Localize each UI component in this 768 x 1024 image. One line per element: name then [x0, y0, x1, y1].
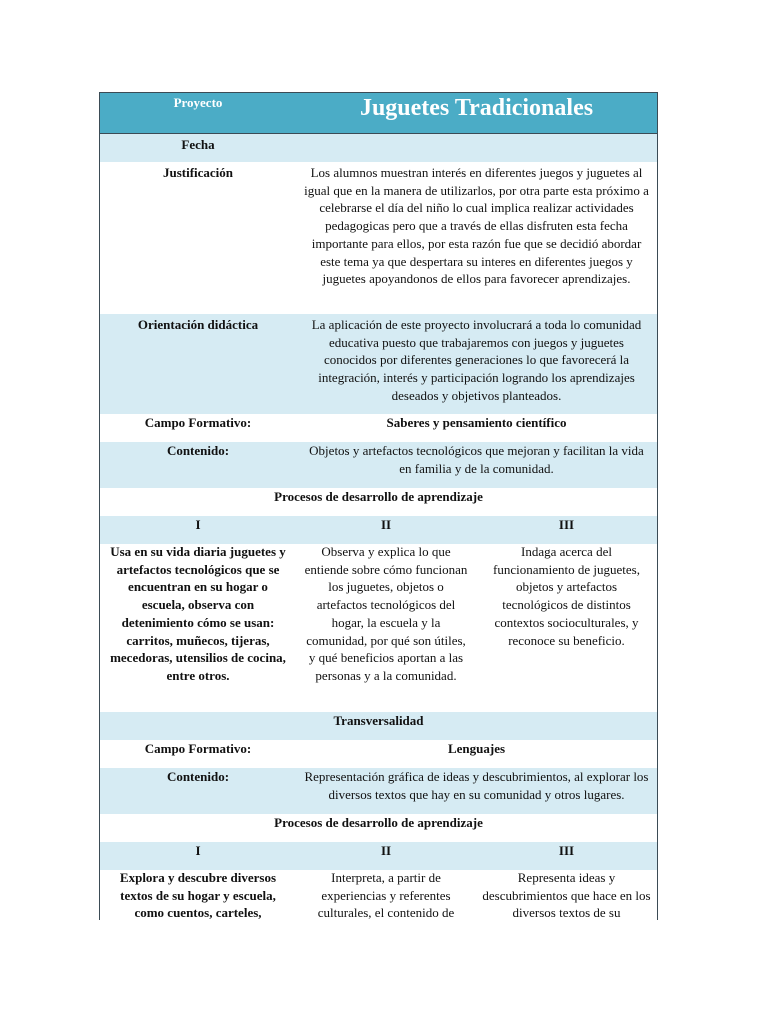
table-header	[100, 92, 657, 134]
contenido-label: Contenido:	[166, 443, 230, 458]
contenido-2-row	[100, 768, 657, 814]
contenido-2-label: Contenido:	[166, 769, 230, 784]
column-iii: III	[558, 517, 575, 532]
contenido-row	[100, 442, 657, 488]
contenido-2-value: Representación gráfica de ideas y descubrimientos, al explorar los diversos textos que hay en su comunidad y otros lugares.	[304, 769, 649, 802]
fecha-label: Fecha	[181, 137, 215, 152]
campo-formativo-label: Campo Formativo:	[144, 415, 252, 430]
campo-formativo-2-row	[100, 740, 657, 768]
process-2-cell-i: Explora y descubre diversos textos de su hogar y escuela, como cuentos, carteles,	[119, 870, 277, 920]
procesos-2-content-row	[100, 870, 657, 920]
project-label: Proyecto	[173, 95, 223, 110]
justificacion-label: Justificación	[162, 165, 234, 180]
column-ii: II	[380, 517, 392, 532]
transversalidad-row	[100, 712, 657, 740]
orientacion-label: Orientación didáctica	[137, 317, 259, 332]
process-cell-ii: Observa y explica lo que entiende sobre cómo funcionan los juguetes, objetos o artefactos tecnológicos del hogar, la escuela y la comunidad, por qué son útiles, y qué beneficios aportan a las personas y a la comunidad.	[304, 544, 468, 683]
procesos-title-row	[100, 488, 657, 516]
transversalidad-title: Transversalidad	[333, 713, 424, 728]
campo-formativo-value: Saberes y pensamiento científico	[386, 415, 567, 430]
procesos-2-title-row	[100, 814, 657, 842]
procesos-content-row	[100, 544, 657, 712]
campo-formativo-row	[100, 414, 657, 442]
process-2-cell-ii: Interpreta, a partir de experiencias y referentes culturales, el contenido de	[317, 870, 455, 920]
project-title: Juguetes Tradicionales	[359, 95, 594, 121]
orientacion-row	[100, 314, 657, 414]
fecha-row	[100, 134, 657, 162]
campo-formativo-2-label: Campo Formativo:	[144, 741, 252, 756]
procesos-2-columns-row	[100, 842, 657, 870]
process-2-cell-iii: Representa ideas y descubrimientos que hace en los diversos textos de su	[482, 870, 651, 920]
justificacion-row	[100, 162, 657, 314]
column-2-ii: II	[380, 843, 392, 858]
process-cell-i: Usa en su vida diaria juguetes y artefactos tecnológicos que se encuentran en su hogar o escuela, observa con detenimiento cómo se usan: carritos, muñecos, tijeras, mecedoras, utensilios de cocina, entre otros.	[110, 544, 286, 683]
process-cell-iii: Indaga acerca del funcionamiento de juguetes, objetos y artefactos tecnológicos de distintos contextos socioculturales, y reconoce su beneficio.	[493, 544, 640, 648]
column-2-i: I	[195, 843, 201, 858]
procesos-title: Procesos de desarrollo de aprendizaje	[274, 489, 483, 504]
orientacion-text: La aplicación de este proyecto involucrará a toda lo comunidad educativa puesto que trabajaremos con juegos y juguetes conocidos por diferentes generaciones lo que favorecerá la integración, interés y participación logrando los aprendizajes deseados y objetivos planteados.	[311, 317, 642, 403]
column-2-iii: III	[558, 843, 575, 858]
procesos-columns-row	[100, 516, 657, 544]
procesos-2-title: Procesos de desarrollo de aprendizaje	[274, 815, 483, 830]
project-table	[99, 92, 658, 920]
justificacion-text: Los alumnos muestran interés en diferentes juegos y juguetes al igual que en la manera de utilizarlos, por otra parte esta próximo a celebrarse el día del niño lo cual implica realizar actividades pedagogicas pero que a través de ellas disfruten esta fecha importante para ellos, por esta razón fue que se decidió abordar este tema ya que despertara su interes en diferentes juegos y juguetes apoyandonos de ellos para favorecer aprendizajes.	[304, 165, 649, 287]
contenido-value: Objetos y artefactos tecnológicos que mejoran y facilitan la vida en familia y de la comunidad.	[309, 443, 644, 476]
campo-formativo-2-value: Lenguajes	[447, 741, 506, 756]
column-i: I	[195, 517, 201, 532]
